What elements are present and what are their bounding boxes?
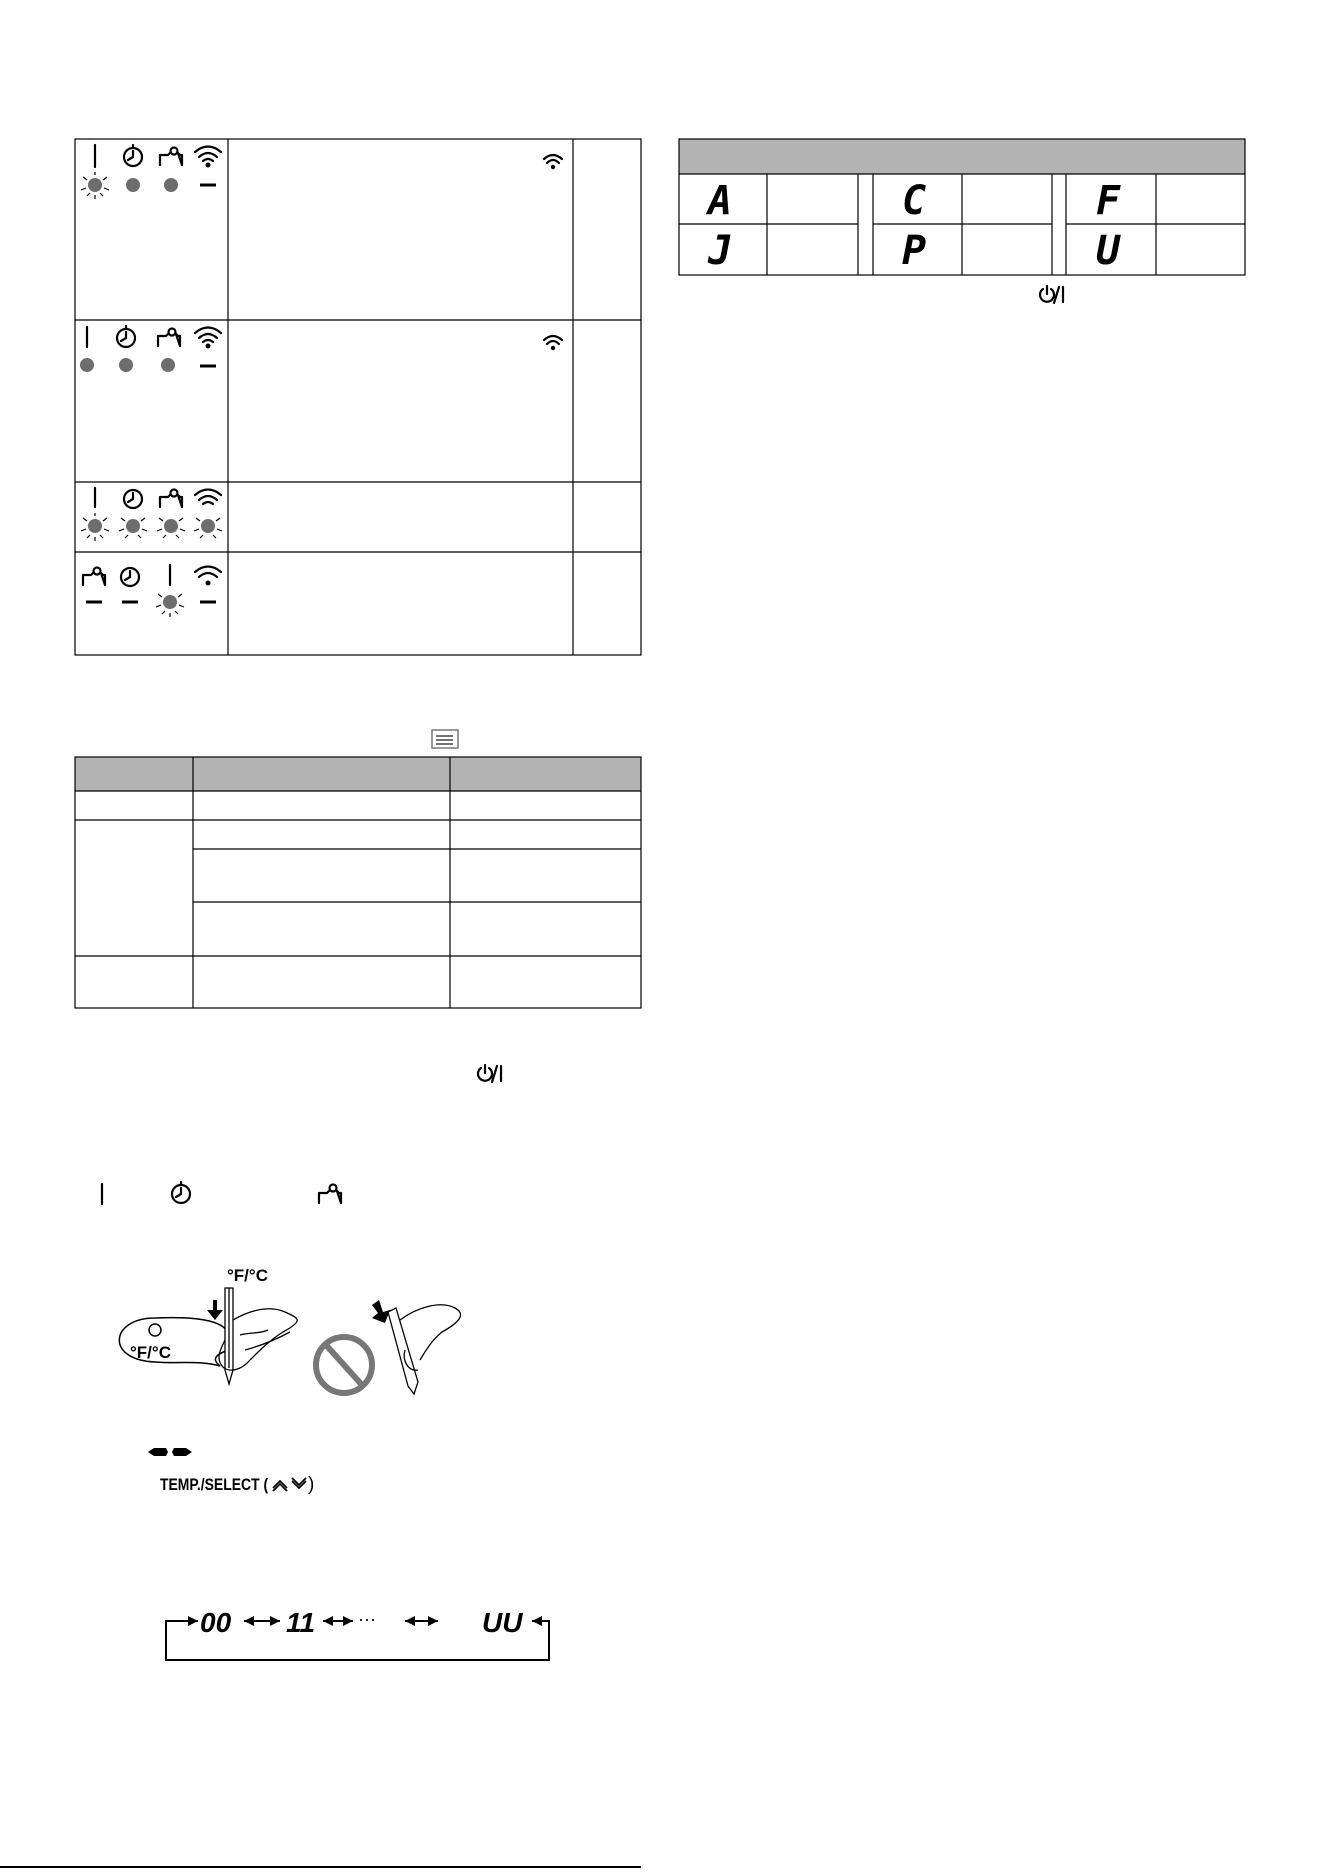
- on-off-icon: [1038, 285, 1068, 307]
- indicator-legend-icons: [98, 1180, 358, 1210]
- code-letter-p: P: [902, 228, 927, 274]
- code-letter-j: J: [708, 228, 733, 274]
- ellipsis: ···: [358, 1609, 376, 1629]
- temp-select-paren: ): [308, 1474, 315, 1495]
- code-00: 00: [200, 1607, 232, 1638]
- prohibited-icon: [316, 1337, 372, 1393]
- temp-unit-label: °F/°C: [227, 1266, 268, 1285]
- code-letter-a: A: [708, 178, 733, 224]
- temp-select-text: TEMP./SELECT (: [160, 1475, 269, 1495]
- pen-press-illustration: [100, 1260, 480, 1400]
- double-dash-icon: [146, 1446, 196, 1458]
- code-sequence-diagram: [160, 1605, 560, 1665]
- on-off-icon: [476, 1064, 506, 1086]
- callout-unit-label: °F/°C: [130, 1343, 171, 1362]
- code-letter-u: U: [1096, 228, 1121, 274]
- bottom-rule: [0, 1866, 641, 1868]
- code-11: 11: [286, 1607, 316, 1638]
- code-letter-table: [0, 0, 1323, 310]
- up-down-arrows-icon: [273, 1478, 306, 1491]
- code-letter-f: F: [1096, 178, 1121, 224]
- timer-icon: [172, 1182, 190, 1203]
- code-letter-c: C: [902, 178, 927, 224]
- quiet-mode-icon: [319, 1185, 341, 1204]
- pen-wrong: [388, 1308, 418, 1394]
- code-uu: UU: [482, 1607, 523, 1638]
- temp-select-label: [160, 1469, 330, 1499]
